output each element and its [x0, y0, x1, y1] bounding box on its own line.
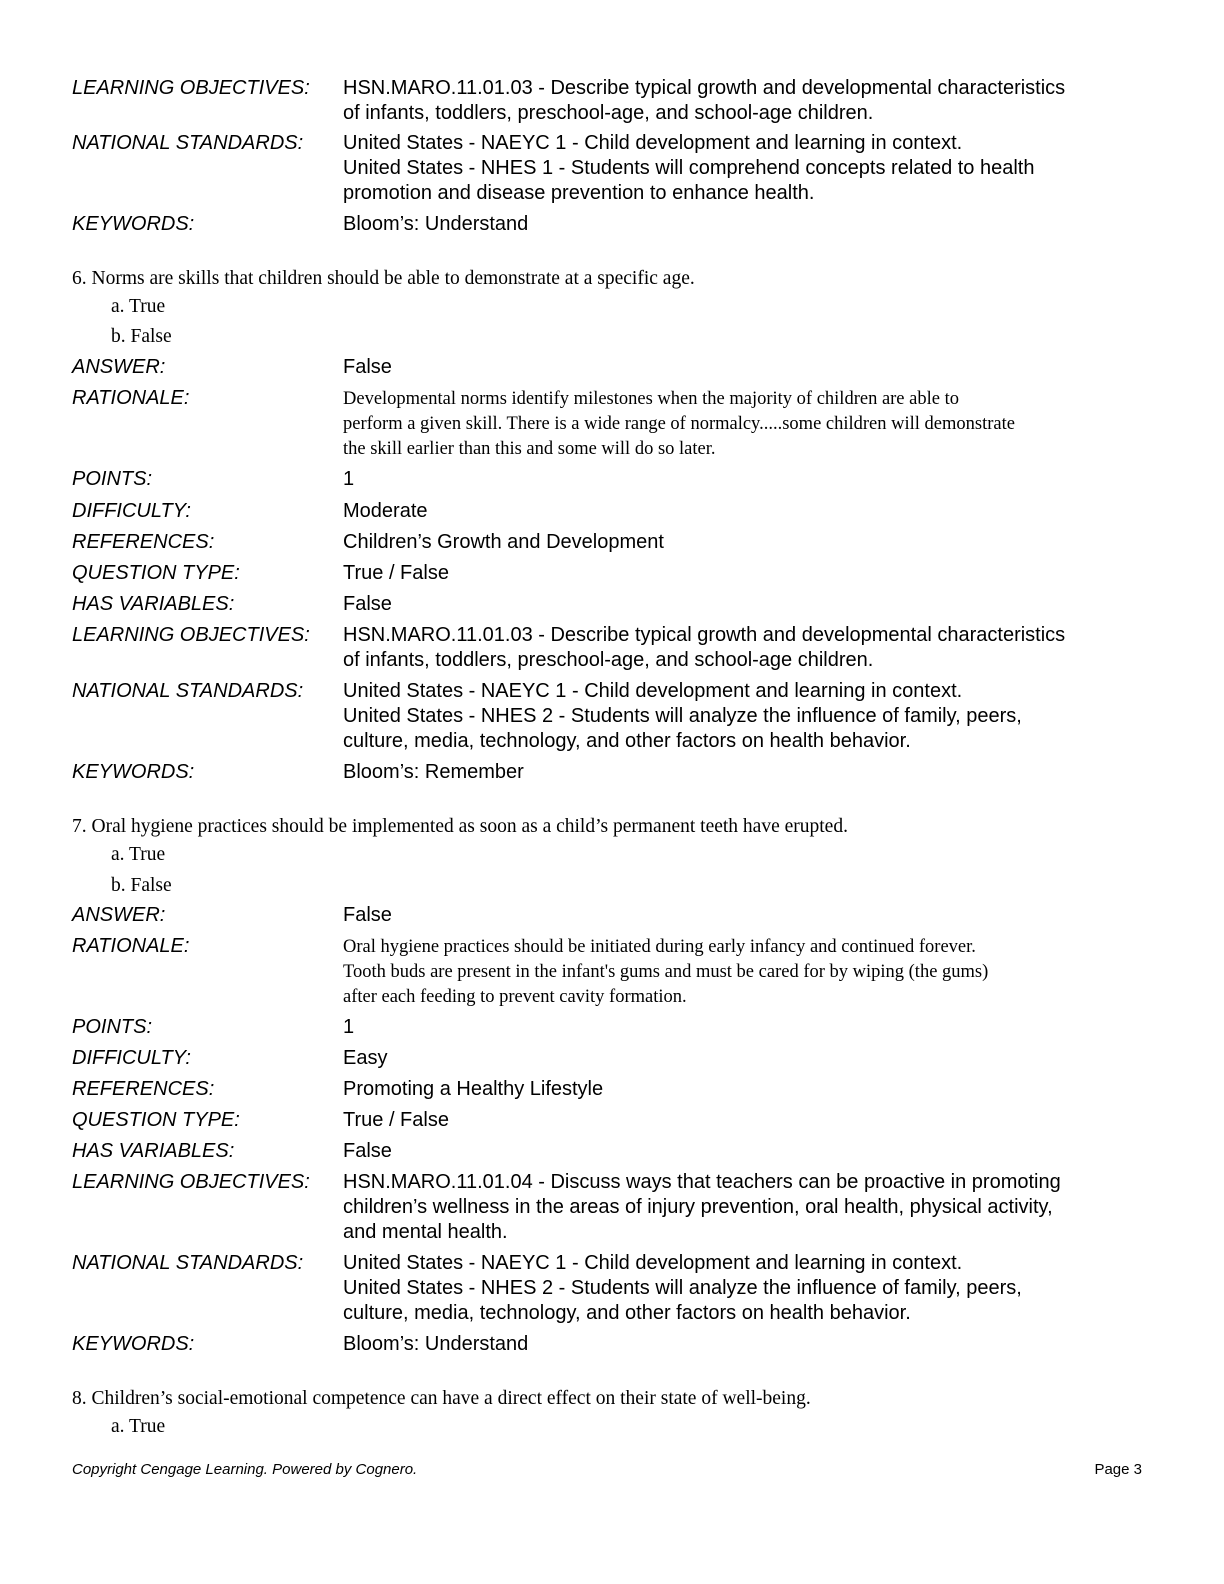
field-value: True / False — [343, 1109, 449, 1131]
q7-keywords-row — [72, 1332, 1152, 1357]
question-7-option-a: a. True — [111, 844, 166, 865]
value-line: HSN.MARO.11.01.03 - Describe typical growth and developmental characteristics — [343, 624, 1066, 646]
q6-points-row — [72, 467, 1152, 492]
field-label: LEARNING OBJECTIVES: — [72, 77, 310, 99]
q6-keywords-row — [72, 760, 1152, 785]
page-number: Page 3 — [1094, 1461, 1142, 1478]
value-line: of infants, toddlers, preschool-age, and school-age children. — [343, 102, 874, 124]
field-value: Bloom’s: Remember — [343, 761, 524, 783]
q6-learning-objectives-row — [72, 623, 1152, 673]
q5-national-standards-row — [72, 131, 1152, 206]
question-6-text: 6. Norms are skills that children should be able to demonstrate at a specific age. — [72, 268, 695, 289]
field-value — [343, 1251, 1152, 1326]
question-6-option-a: a. True — [111, 296, 166, 317]
q7-learning-objectives-row — [72, 1170, 1152, 1245]
field-value — [343, 1170, 1152, 1245]
question-8-text: 8. Children’s social-emotional competence can have a direct effect on their state of well-being. — [72, 1388, 811, 1409]
value-line: children’s wellness in the areas of injury prevention, oral health, physical activity, — [343, 1196, 1053, 1218]
field-value — [343, 623, 1152, 673]
q7-rationale-row — [72, 934, 1152, 1010]
field-value: Moderate — [343, 500, 428, 522]
value-line: of infants, toddlers, preschool-age, and school-age children. — [343, 649, 874, 671]
value-line: after each feeding to prevent cavity formation. — [343, 987, 687, 1007]
value-line: perform a given skill. There is a wide range of normalcy.....some children will demonstrate — [343, 414, 1015, 434]
field-label: DIFFICULTY: — [72, 500, 191, 522]
field-value: False — [343, 1140, 392, 1162]
field-label: LEARNING OBJECTIVES: — [72, 624, 310, 646]
field-value: Children’s Growth and Development — [343, 531, 664, 553]
field-label: QUESTION TYPE: — [72, 562, 240, 584]
value-line: Oral hygiene practices should be initiated during early infancy and continued forever. — [343, 937, 976, 957]
field-value: True / False — [343, 562, 449, 584]
value-line: promotion and disease prevention to enhance health. — [343, 182, 815, 204]
q7-references-row — [72, 1077, 1152, 1102]
field-label: ANSWER: — [72, 356, 166, 378]
value-line: culture, media, technology, and other factors on health behavior. — [343, 1302, 911, 1324]
question-7-text: 7. Oral hygiene practices should be implemented as soon as a child’s permanent teeth have erupted. — [72, 816, 848, 837]
q7-has-variables-row — [72, 1139, 1152, 1164]
field-label: REFERENCES: — [72, 531, 215, 553]
field-value: Easy — [343, 1047, 388, 1069]
field-label: NATIONAL STANDARDS: — [72, 1252, 304, 1274]
field-value: Promoting a Healthy Lifestyle — [343, 1078, 604, 1100]
value-line: United States - NHES 1 - Students will comprehend concepts related to health — [343, 157, 1035, 179]
field-label: HAS VARIABLES: — [72, 1140, 235, 1162]
value-line: and mental health. — [343, 1221, 508, 1243]
value-line: the skill earlier than this and some will do so later. — [343, 439, 716, 459]
field-label: ANSWER: — [72, 904, 166, 926]
q7-difficulty-row — [72, 1046, 1152, 1071]
field-label: RATIONALE: — [72, 935, 190, 957]
value-line: Developmental norms identify milestones when the majority of children are able to — [343, 389, 959, 409]
field-label: QUESTION TYPE: — [72, 1109, 240, 1131]
q6-difficulty-row — [72, 499, 1152, 524]
value-line: HSN.MARO.11.01.03 - Describe typical growth and developmental characteristics — [343, 77, 1066, 99]
footer-copyright: Copyright Cengage Learning. Powered by Cognero. — [72, 1461, 418, 1478]
value-line: United States - NHES 2 - Students will analyze the influence of family, peers, — [343, 705, 1022, 727]
q6-references-row — [72, 530, 1152, 555]
field-label: POINTS: — [72, 1016, 153, 1038]
field-value: 1 — [343, 468, 355, 490]
field-value — [343, 76, 1152, 126]
q7-national-standards-row — [72, 1251, 1152, 1326]
field-label: KEYWORDS: — [72, 213, 195, 235]
field-label: POINTS: — [72, 468, 153, 490]
q7-answer-row — [72, 903, 1152, 928]
q6-answer-row — [72, 355, 1152, 380]
field-label: RATIONALE: — [72, 387, 190, 409]
field-value: 1 — [343, 1016, 355, 1038]
field-value: False — [343, 593, 392, 615]
q5-keywords-row — [72, 212, 1152, 237]
q7-question-type-row — [72, 1108, 1152, 1133]
field-value — [343, 679, 1152, 754]
value-line: Tooth buds are present in the infant's gums and must be cared for by wiping (the gums) — [343, 962, 989, 982]
q6-has-variables-row — [72, 592, 1152, 617]
field-value: False — [343, 904, 392, 926]
value-line: culture, media, technology, and other factors on health behavior. — [343, 730, 911, 752]
q5-learning-objectives-row — [72, 76, 1152, 126]
value-line: United States - NAEYC 1 - Child development and learning in context. — [343, 132, 963, 154]
value-line: United States - NAEYC 1 - Child development and learning in context. — [343, 680, 963, 702]
field-value: Bloom’s: Understand — [343, 213, 529, 235]
q7-points-row — [72, 1015, 1152, 1040]
q6-national-standards-row — [72, 679, 1152, 754]
field-value: False — [343, 356, 392, 378]
question-6-option-b: b. False — [111, 326, 172, 347]
field-value: Bloom’s: Understand — [343, 1333, 529, 1355]
field-label: REFERENCES: — [72, 1078, 215, 1100]
question-7-option-b: b. False — [111, 875, 172, 896]
value-line: United States - NAEYC 1 - Child development and learning in context. — [343, 1252, 963, 1274]
field-label: NATIONAL STANDARDS: — [72, 680, 304, 702]
q6-question-type-row — [72, 561, 1152, 586]
field-label: LEARNING OBJECTIVES: — [72, 1171, 310, 1193]
field-label: HAS VARIABLES: — [72, 593, 235, 615]
field-label: KEYWORDS: — [72, 761, 195, 783]
q6-rationale-row — [72, 386, 1152, 462]
field-value — [343, 131, 1152, 206]
field-label: KEYWORDS: — [72, 1333, 195, 1355]
question-8-option-a: a. True — [111, 1416, 166, 1437]
value-line: United States - NHES 2 - Students will analyze the influence of family, peers, — [343, 1277, 1022, 1299]
field-label: DIFFICULTY: — [72, 1047, 191, 1069]
field-value — [343, 934, 1152, 1010]
value-line: HSN.MARO.11.01.04 - Discuss ways that teachers can be proactive in promoting — [343, 1171, 1061, 1193]
field-label: NATIONAL STANDARDS: — [72, 132, 304, 154]
field-value — [343, 386, 1152, 462]
